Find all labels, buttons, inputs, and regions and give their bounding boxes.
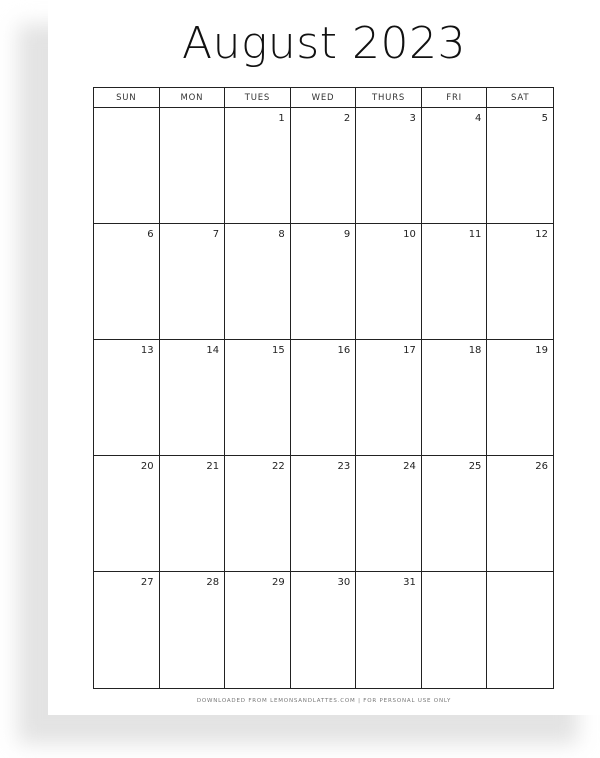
weekday-header-mon: MON bbox=[160, 88, 226, 108]
day-cell-27 bbox=[94, 572, 160, 688]
weekday-header-wed: WED bbox=[291, 88, 357, 108]
weekday-header-sat: SAT bbox=[487, 88, 553, 108]
empty-day-cell bbox=[422, 572, 488, 688]
day-cell-1 bbox=[225, 108, 291, 224]
day-number: 27 bbox=[140, 577, 154, 588]
day-cell-7 bbox=[160, 224, 226, 340]
day-cell-22 bbox=[225, 456, 291, 572]
day-number: 11 bbox=[468, 229, 482, 240]
day-cell-8 bbox=[225, 224, 291, 340]
day-cell-11 bbox=[422, 224, 488, 340]
day-number: 21 bbox=[206, 461, 220, 472]
day-number: 12 bbox=[535, 229, 548, 240]
day-cell-25 bbox=[422, 456, 488, 572]
day-cell-17 bbox=[356, 340, 422, 456]
day-number: 3 bbox=[409, 113, 416, 124]
empty-day-cell bbox=[94, 108, 160, 224]
weekday-header-fri: FRI bbox=[422, 88, 488, 108]
day-cell-16 bbox=[291, 340, 357, 456]
day-number: 5 bbox=[541, 113, 548, 124]
day-cell-18 bbox=[422, 340, 488, 456]
day-number: 6 bbox=[147, 229, 154, 240]
day-cell-9 bbox=[291, 224, 357, 340]
day-cell-2 bbox=[291, 108, 357, 224]
day-cell-12 bbox=[487, 224, 553, 340]
day-number: 16 bbox=[337, 345, 351, 356]
day-number: 18 bbox=[468, 345, 482, 356]
day-cell-13 bbox=[94, 340, 160, 456]
day-number: 30 bbox=[337, 577, 351, 588]
day-cell-19 bbox=[487, 340, 553, 456]
weekday-header-thurs: THURS bbox=[356, 88, 422, 108]
day-cell-26 bbox=[487, 456, 553, 572]
weekday-header-sun: SUN bbox=[94, 88, 160, 108]
empty-day-cell bbox=[160, 108, 226, 224]
day-cell-29 bbox=[225, 572, 291, 688]
day-cell-6 bbox=[94, 224, 160, 340]
footer-note: DOWNLOADED FROM LEMONSANDLATTES.COM | FOR PERSONAL USE ONLY bbox=[196, 698, 452, 704]
day-cell-31 bbox=[356, 572, 422, 688]
day-number: 7 bbox=[212, 229, 220, 240]
empty-day-cell bbox=[487, 572, 553, 688]
day-cell-14 bbox=[160, 340, 226, 456]
day-cell-15 bbox=[225, 340, 291, 456]
day-cell-5 bbox=[487, 108, 553, 224]
calendar-grid bbox=[93, 87, 554, 689]
day-cell-30 bbox=[291, 572, 357, 688]
day-number: 1 bbox=[278, 113, 285, 124]
day-number: 15 bbox=[271, 345, 285, 356]
day-cell-24 bbox=[356, 456, 422, 572]
weekday-header-tues: TUES bbox=[225, 88, 291, 108]
day-number: 29 bbox=[271, 577, 285, 588]
day-number: 14 bbox=[206, 345, 220, 356]
day-number: 25 bbox=[468, 461, 482, 472]
day-number: 4 bbox=[475, 113, 482, 124]
day-number: 8 bbox=[278, 229, 285, 240]
day-number: 2 bbox=[343, 113, 351, 124]
day-cell-20 bbox=[94, 456, 160, 572]
day-number: 22 bbox=[271, 461, 285, 472]
calendar-title: August 2023 bbox=[182, 18, 466, 69]
day-number: 24 bbox=[403, 461, 416, 472]
day-number: 10 bbox=[403, 229, 416, 240]
day-number: 19 bbox=[535, 345, 548, 356]
day-cell-10 bbox=[356, 224, 422, 340]
day-number: 13 bbox=[140, 345, 154, 356]
day-number: 31 bbox=[403, 577, 416, 588]
day-cell-28 bbox=[160, 572, 226, 688]
day-number: 26 bbox=[535, 461, 548, 472]
day-number: 20 bbox=[140, 461, 154, 472]
day-number: 9 bbox=[343, 229, 351, 240]
day-number: 28 bbox=[206, 577, 220, 588]
day-cell-21 bbox=[160, 456, 226, 572]
day-number: 17 bbox=[403, 345, 416, 356]
day-number: 23 bbox=[337, 461, 351, 472]
day-cell-23 bbox=[291, 456, 357, 572]
day-cell-4 bbox=[422, 108, 488, 224]
day-cell-3 bbox=[356, 108, 422, 224]
